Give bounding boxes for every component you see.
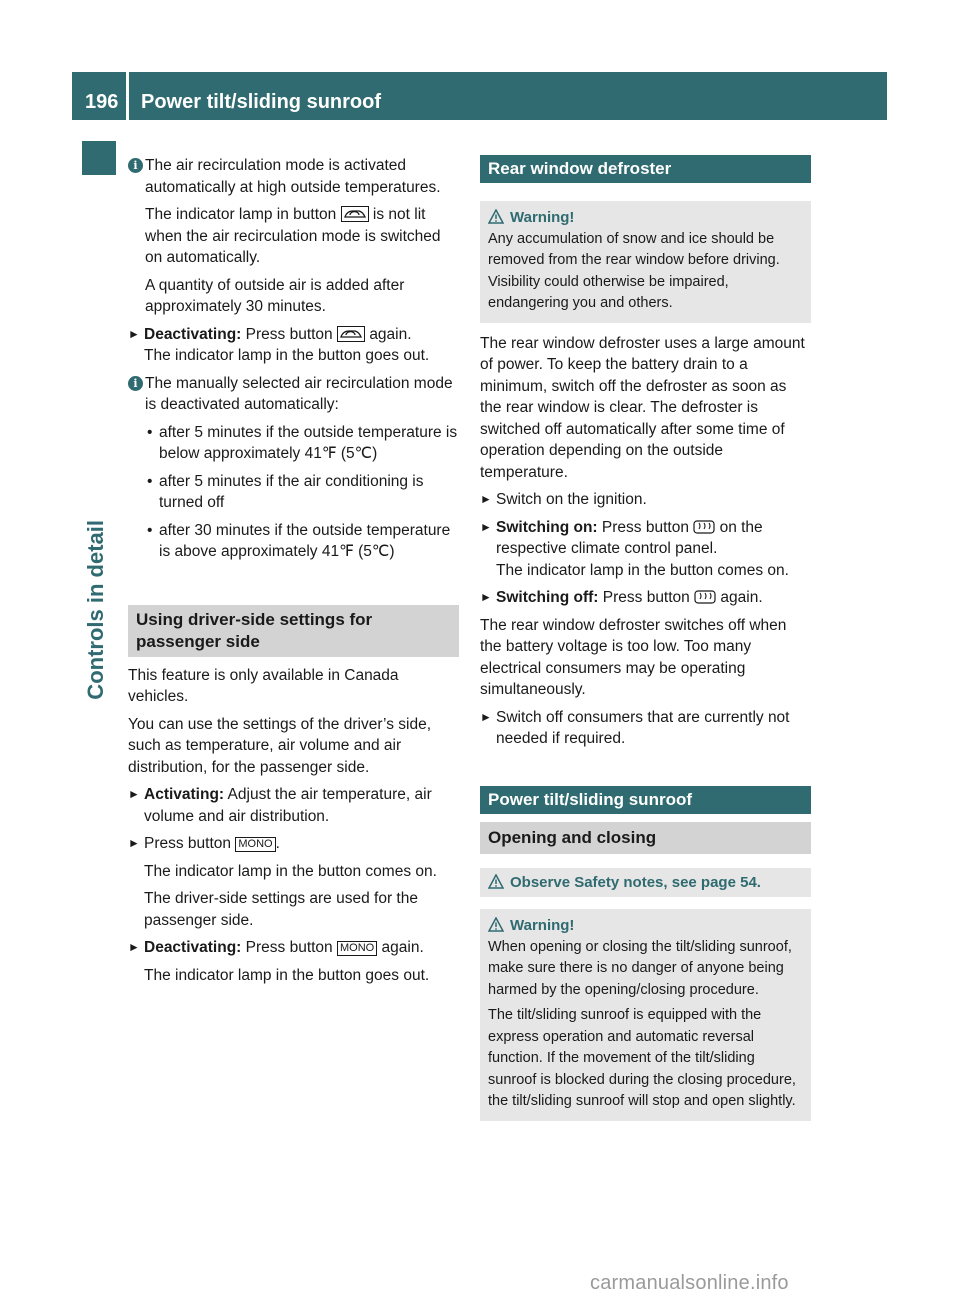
step-arrow-icon: ► bbox=[480, 519, 492, 534]
paragraph: You can use the settings of the driver’s side, such as temperature, air volume and air distribution, for the passenger side. bbox=[128, 715, 432, 776]
warning-triangle-icon bbox=[488, 874, 504, 889]
step-arrow-icon: ► bbox=[128, 326, 140, 341]
section-heading: Using driver-side settings for passenger side bbox=[128, 605, 459, 657]
section-heading: Rear window defroster bbox=[480, 155, 811, 183]
step-switching-on: ► Switching on: Press button on the respective climate control panel. The indicator lamp in the button comes on. bbox=[480, 518, 789, 579]
warning-text: When opening or closing the tilt/sliding sunroof, make sure there is no danger of anyone being harmed by the opening/closing procedure. bbox=[488, 938, 792, 998]
step-arrow-icon: ► bbox=[480, 590, 492, 604]
warning-text: Any accumulation of snow and ice should be removed from the rear window before driving. Visibility could otherwise be impaired, endangering you and others. bbox=[488, 230, 780, 311]
step-arrow-icon: ► bbox=[128, 787, 140, 801]
watermark: carmanualsonline.info bbox=[590, 1272, 789, 1294]
warning-triangle-icon bbox=[488, 917, 504, 932]
recirculation-car-icon bbox=[337, 326, 365, 342]
rear-defroster-icon bbox=[693, 519, 715, 535]
rear-defroster-icon bbox=[694, 589, 716, 605]
step-activating: ► Activating: Adjust the air temperature, air volume and air distribution. bbox=[128, 786, 432, 825]
page-number: 196 bbox=[85, 91, 119, 113]
note-text: A quantity of outside air is added after approximately 30 minutes. bbox=[145, 276, 405, 315]
left-column bbox=[128, 155, 459, 992]
section-heading: Power tilt/sliding sunroof bbox=[480, 786, 811, 814]
mono-button-icon: MONO bbox=[337, 941, 377, 956]
step-switch-off-consumers: ► Switch off consumers that are currently not needed if required. bbox=[480, 708, 790, 747]
note-text: The manually selected air recirculation mode is deactivated automatically: bbox=[145, 374, 453, 413]
right-column bbox=[480, 155, 811, 1121]
step-arrow-icon: ► bbox=[480, 492, 492, 506]
note-text: The indicator lamp in button is not lit when the air recirculation mode is switched on automatically. bbox=[145, 206, 441, 266]
list-item: • after 30 minutes if the outside temperature is above approximately 41℉ (5℃) bbox=[147, 521, 451, 560]
warning-text: The tilt/sliding sunroof is equipped with the express operation and automatic reversal function. If the movement of the tilt/sliding sunroof is blocked during the closing procedure, the tilt/sliding sunroof will stop and open slightly. bbox=[488, 1007, 796, 1109]
subsection-heading: Opening and closing bbox=[480, 822, 811, 854]
paragraph: The rear window defroster switches off when the battery voltage is too low. Too many electrical consumers may be operating simultaneously. bbox=[480, 616, 787, 698]
warning-title: Warning! bbox=[510, 917, 575, 934]
info-icon: i bbox=[128, 376, 143, 391]
page-title: Power tilt/sliding sunroof bbox=[141, 91, 381, 113]
step-arrow-icon: ► bbox=[480, 709, 492, 724]
info-note bbox=[128, 155, 459, 318]
recirculation-car-icon bbox=[341, 206, 369, 222]
side-tab-label: Controls in detail bbox=[83, 520, 108, 700]
step-switching-off: ► Switching off: Press button again. bbox=[480, 587, 811, 609]
warning-triangle-icon bbox=[488, 209, 504, 224]
info-note bbox=[128, 373, 459, 563]
header-separator bbox=[126, 72, 129, 120]
paragraph: This feature is only available in Canada vehicles. bbox=[128, 666, 399, 705]
step-press-mono: ► Press button MONO . The indicator lamp in the button comes on. The driver-side settings are used for the passenger side. bbox=[128, 835, 437, 929]
side-tab-marker bbox=[82, 141, 116, 175]
step-deactivating: ► Deactivating: Press button MONO again. The indicator lamp in the button goes out. bbox=[128, 939, 430, 984]
step-ignition: ► Switch on the ignition. bbox=[480, 489, 811, 511]
step-arrow-icon: ► bbox=[128, 940, 140, 954]
list-item: • after 5 minutes if the air conditioning is turned off bbox=[147, 472, 424, 511]
step-deactivating: ► Deactivating: Press button again. The indicator lamp in the button goes out. bbox=[128, 325, 430, 364]
mono-button-icon: MONO bbox=[235, 837, 275, 852]
paragraph: The rear window defroster uses a large amount of power. To keep the battery drain to a minimum, switch off the defroster as soon as the rear window is clear. The defroster is switched off automatically after some time of operation depending on the outside temperature. bbox=[480, 334, 805, 481]
warning-title: Warning! bbox=[510, 209, 575, 226]
note-text: The air recirculation mode is activated automatically at high outside temperatures. bbox=[145, 157, 441, 196]
info-icon: i bbox=[128, 158, 143, 173]
safety-note-text: Observe Safety notes, see page 54. bbox=[510, 873, 761, 891]
warning-box bbox=[480, 201, 811, 323]
safety-note-box bbox=[480, 868, 811, 898]
step-arrow-icon: ► bbox=[128, 836, 140, 850]
warning-box bbox=[480, 909, 811, 1121]
list-item: • after 5 minutes if the outside temperature is below approximately 41℉ (5℃) bbox=[147, 423, 458, 462]
